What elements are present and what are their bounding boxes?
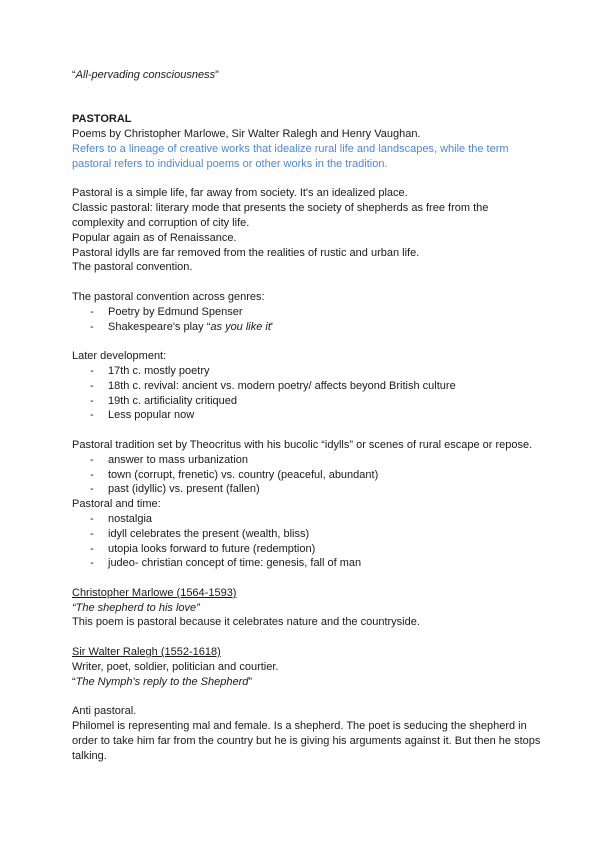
epigraph-close-quote: ” xyxy=(215,69,219,81)
document-page xyxy=(72,68,542,763)
poem-open-quote: “ xyxy=(72,675,76,688)
list-item: - Poetry by Edmund Spenser xyxy=(72,305,542,320)
epigraph-text: All-pervading consciousness xyxy=(75,69,216,81)
pastoral-note: Classic pastoral: literary mode that presents the society of shepherds as free from the complexity and corruption of city life. xyxy=(72,202,489,229)
ralegh-poem-title: The Nymph's reply to the Shepherd xyxy=(75,675,249,688)
tradition-list xyxy=(72,453,542,497)
ralegh-roles: Writer, poet, soldier, politician and courtier. xyxy=(72,660,279,673)
tradition-text: Pastoral tradition set by Theocritus with his bucolic “idylls” or scenes of rural escape or repose. xyxy=(72,438,533,451)
genres-heading: The pastoral convention across genres: xyxy=(72,290,265,303)
list-item-prefix: Shakespeare's play “ xyxy=(108,320,211,333)
ralegh-heading: Sir Walter Ralegh (1552-1618) xyxy=(72,646,221,659)
anti-pastoral-heading: Anti pastoral. xyxy=(72,705,137,718)
epigraph xyxy=(72,68,542,83)
pastoral-note: Pastoral is a simple life, far away from society. It's an idealized place. xyxy=(72,187,408,200)
pastoral-note: The pastoral convention. xyxy=(72,261,193,274)
intro-line: Poems by Christopher Marlowe, Sir Walter Ralegh and Henry Vaughan. xyxy=(72,128,421,141)
anti-pastoral-text: Philomel is representing mal and female. Is a shepherd. The poet is seducing the shepherd in order to take him far from the country but he is giving his arguments against it. But then he stops talking. xyxy=(72,720,541,762)
marlowe-note: This poem is pastoral because it celebrates nature and the countryside. xyxy=(72,616,420,629)
play-title: as you like it xyxy=(210,320,271,333)
list-item: - idyll celebrates the present (wealth, bliss) xyxy=(72,527,542,542)
time-list xyxy=(72,512,542,571)
poem-close-quote: ” xyxy=(248,675,253,688)
list-item: - utopia looks forward to future (redemption) xyxy=(72,542,542,557)
pastoral-note: Pastoral idylls are far removed from the realities of rustic and urban life. xyxy=(72,246,420,259)
definition-text: Refers to a lineage of creative works that idealize rural life and landscapes, while the term pastoral refers to individual poems or other works in the tradition. xyxy=(72,142,509,170)
list-item: - answer to mass urbanization xyxy=(72,453,542,468)
list-item: - 17th c. mostly poetry xyxy=(72,364,542,379)
genres-list xyxy=(72,305,542,335)
pastoral-note: Popular again as of Renaissance. xyxy=(72,231,237,244)
epigraph-open-quote: “ xyxy=(72,69,76,81)
section-title: PASTORAL xyxy=(72,113,132,126)
list-item: - 19th c. artificiality critiqued xyxy=(72,394,542,409)
ralegh-poem xyxy=(72,675,542,690)
marlowe-poem-title: “The shepherd to his love” xyxy=(72,601,200,614)
time-heading: Pastoral and time: xyxy=(72,498,161,511)
marlowe-heading: Christopher Marlowe (1564-1593) xyxy=(72,586,237,599)
later-development-heading: Later development: xyxy=(72,350,167,363)
list-item: - past (idyllic) vs. present (fallen) xyxy=(72,482,542,497)
later-development-list xyxy=(72,364,542,423)
list-item-suffix: ' xyxy=(270,320,274,333)
list-item: - town (corrupt, frenetic) vs. country (peaceful, abundant) xyxy=(72,468,542,483)
list-item: - Less popular now xyxy=(72,408,542,423)
list-item: - 18th c. revival: ancient vs. modern poetry/ affects beyond British culture xyxy=(72,379,542,394)
list-item: - nostalgia xyxy=(72,512,542,527)
list-item xyxy=(72,320,542,335)
list-item: - judeo- christian concept of time: genesis, fall of man xyxy=(72,556,542,571)
